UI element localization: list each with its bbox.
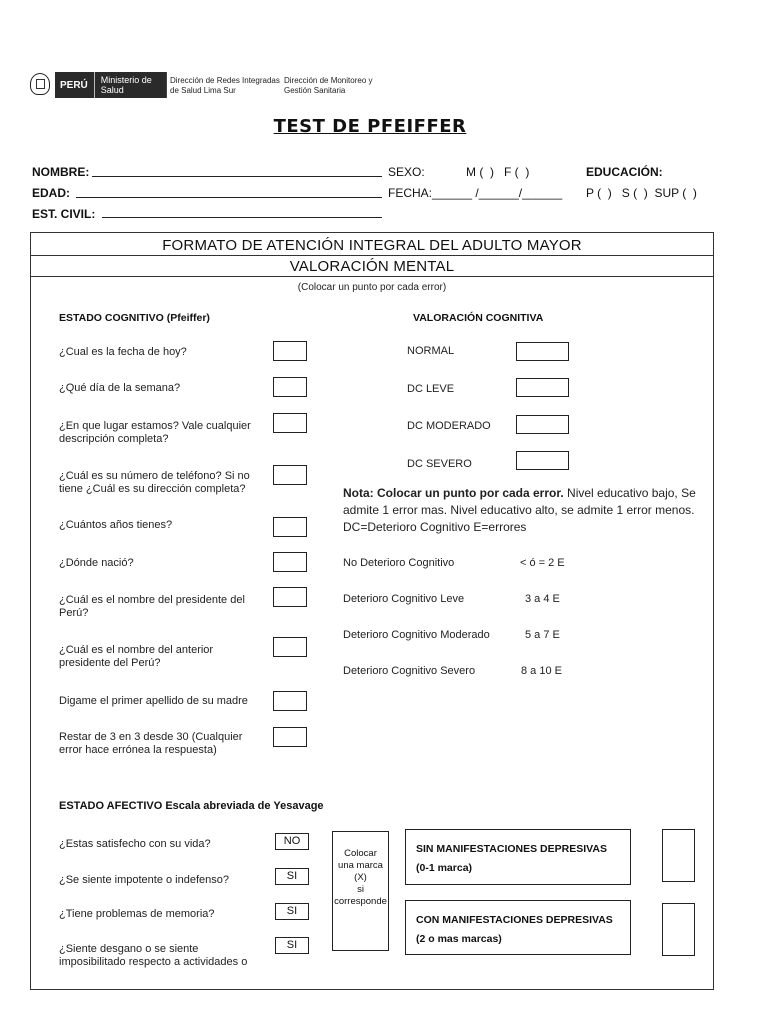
sexo-options[interactable]: M ( ) F ( ) [466, 165, 530, 179]
colocar-line5: corresponde [334, 896, 387, 907]
valoracion-dc-moderado: DC MODERADO [407, 420, 491, 432]
affective-question-3: ¿Tiene problemas de memoria? [59, 908, 215, 920]
direccion-monitoreo-line1: Dirección de Monitoreo y [284, 76, 373, 85]
nota-rest: Nivel educativo bajo, Se [563, 486, 696, 500]
logo-separator [166, 72, 167, 98]
question-9-box[interactable] [273, 691, 307, 711]
estado-civil-field[interactable] [102, 217, 382, 218]
scale-label-1: No Deterioro Cognitivo [343, 557, 455, 569]
con-manifestaciones-sub: (2 o mas marcas) [416, 933, 502, 945]
affective-title: ESTADO AFECTIVO Escala abreviada de Yesavage [59, 800, 324, 812]
cognitive-title: ESTADO COGNITIVO (Pfeiffer) [59, 312, 210, 324]
direccion-monitoreo [284, 76, 372, 96]
form-heading: FORMATO DE ATENCIÓN INTEGRAL DEL ADULTO MAYOR [162, 237, 582, 254]
scale-label-2: Deterioro Cognitivo Leve [343, 593, 465, 605]
instruction-text: (Colocar un punto por cada error) [297, 282, 447, 293]
question-7: ¿Cuál es el nombre del presidente del Perú? [59, 594, 245, 619]
valoracion-dc-severo: DC SEVERO [407, 458, 472, 470]
question-4: ¿Cuál es su número de teléfono? Si no tiene ¿Cuál es su dirección completa? [59, 470, 250, 495]
question-10: Restar de 3 en 3 desde 30 (Cualquier error hace errónea la respuesta) [59, 731, 243, 756]
subheader-divider [30, 276, 714, 277]
con-manifestaciones-title: CON MANIFESTACIONES DEPRESIVAS [416, 914, 613, 926]
question-3-box[interactable] [273, 413, 307, 433]
educacion-label: EDUCACIÓN: [586, 165, 663, 179]
estado-civil-label: EST. CIVIL: [32, 207, 96, 221]
affective-answer-2[interactable]: SI [275, 868, 309, 885]
educacion-options[interactable]: P ( ) S ( ) SUP ( ) [586, 186, 697, 200]
question-5-box[interactable] [273, 517, 307, 537]
nombre-label: NOMBRE: [32, 165, 90, 179]
question-9: Digame el primer apellido de su madre [59, 695, 248, 707]
form-subheading: VALORACIÓN MENTAL [289, 258, 455, 275]
nota-text [343, 485, 711, 536]
question-7-box[interactable] [273, 587, 307, 607]
question-6: ¿Dónde nació? [59, 557, 134, 569]
peru-seal-icon [30, 73, 50, 95]
question-1-box[interactable] [273, 341, 307, 361]
valoracion-dc-severo-box[interactable] [516, 451, 569, 470]
valoracion-dc-leve-box[interactable] [516, 378, 569, 397]
nota-bold: Nota: Colocar un punto por cada error. [343, 486, 564, 500]
page-title: TEST DE PFEIFFER [273, 116, 467, 137]
question-1: ¿Cual es la fecha de hoy? [59, 346, 187, 358]
colocar-line4: si [357, 884, 364, 895]
sin-manifestaciones-checkbox[interactable] [662, 829, 695, 882]
question-6-box[interactable] [273, 552, 307, 572]
scale-range-3: 5 a 7 E [525, 629, 560, 641]
question-5: ¿Cuántos años tienes? [59, 519, 173, 531]
affective-answer-3[interactable]: SI [275, 903, 309, 920]
affective-answer-1[interactable]: NO [275, 833, 309, 850]
valoracion-normal: NORMAL [407, 345, 455, 357]
direccion-redes-line2: de Salud Lima Sur [170, 86, 236, 95]
con-manifestaciones-checkbox[interactable] [662, 903, 695, 956]
colocar-line3: (X) [354, 872, 367, 883]
sexo-label: SEXO: [388, 165, 425, 179]
nota-line3: DC=Deterioro Cognitivo E=errores [343, 520, 527, 534]
logo-peru-text: PERÚ [55, 72, 95, 98]
edad-label: EDAD: [32, 186, 70, 200]
scale-range-2: 3 a 4 E [525, 593, 560, 605]
direccion-redes-line1: Dirección de Redes Integradas [170, 76, 280, 85]
fecha-field[interactable]: FECHA:______ /______/______ [388, 186, 563, 200]
colocar-line1: Colocar [344, 848, 377, 859]
logo-ministerio-text: Ministerio de Salud [100, 75, 152, 95]
affective-question-4: ¿Siente desgano o se siente imposibilitado respecto a actividades o [59, 943, 248, 968]
valoracion-dc-moderado-box[interactable] [516, 415, 569, 434]
affective-question-2: ¿Se siente impotente o indefenso? [59, 874, 230, 886]
nombre-field[interactable] [92, 176, 382, 177]
scale-range-1: < ó = 2 E [520, 557, 565, 569]
colocar-line2: una marca [338, 860, 383, 871]
sin-manifestaciones-sub: (0-1 marca) [416, 862, 473, 874]
sin-manifestaciones-box [405, 829, 631, 885]
scale-label-4: Deterioro Cognitivo Severo [343, 665, 476, 677]
question-8: ¿Cuál es el nombre del anterior presidente del Perú? [59, 644, 214, 669]
question-10-box[interactable] [273, 727, 307, 747]
affective-answer-4[interactable]: SI [275, 937, 309, 954]
affective-question-1: ¿Estas satisfecho con su vida? [59, 838, 211, 850]
sin-manifestaciones-title: SIN MANIFESTACIONES DEPRESIVAS [416, 843, 607, 855]
valoracion-dc-leve: DC LEVE [407, 383, 455, 395]
colocar-marca-box [332, 831, 389, 951]
question-8-box[interactable] [273, 637, 307, 657]
valoracion-title: VALORACIÓN COGNITIVA [413, 312, 544, 324]
edad-field[interactable] [76, 197, 382, 198]
question-2-box[interactable] [273, 377, 307, 397]
direccion-redes [170, 76, 280, 96]
nota-line2: admite 1 error mas. Nivel educativo alto, se admite 1 error menos. [343, 503, 695, 517]
question-2: ¿Qué día de la semana? [59, 382, 181, 394]
header-divider [30, 255, 714, 256]
direccion-monitoreo-line2: Gestión Sanitaria [284, 86, 346, 95]
question-3: ¿En que lugar estamos? Vale cualquier descripción completa? [59, 420, 251, 445]
scale-range-4: 8 a 10 E [521, 665, 562, 677]
valoracion-normal-box[interactable] [516, 342, 569, 361]
question-4-box[interactable] [273, 465, 307, 485]
con-manifestaciones-box [405, 900, 631, 955]
ministry-logo [55, 72, 166, 98]
scale-label-3: Deterioro Cognitivo Moderado [343, 629, 490, 641]
